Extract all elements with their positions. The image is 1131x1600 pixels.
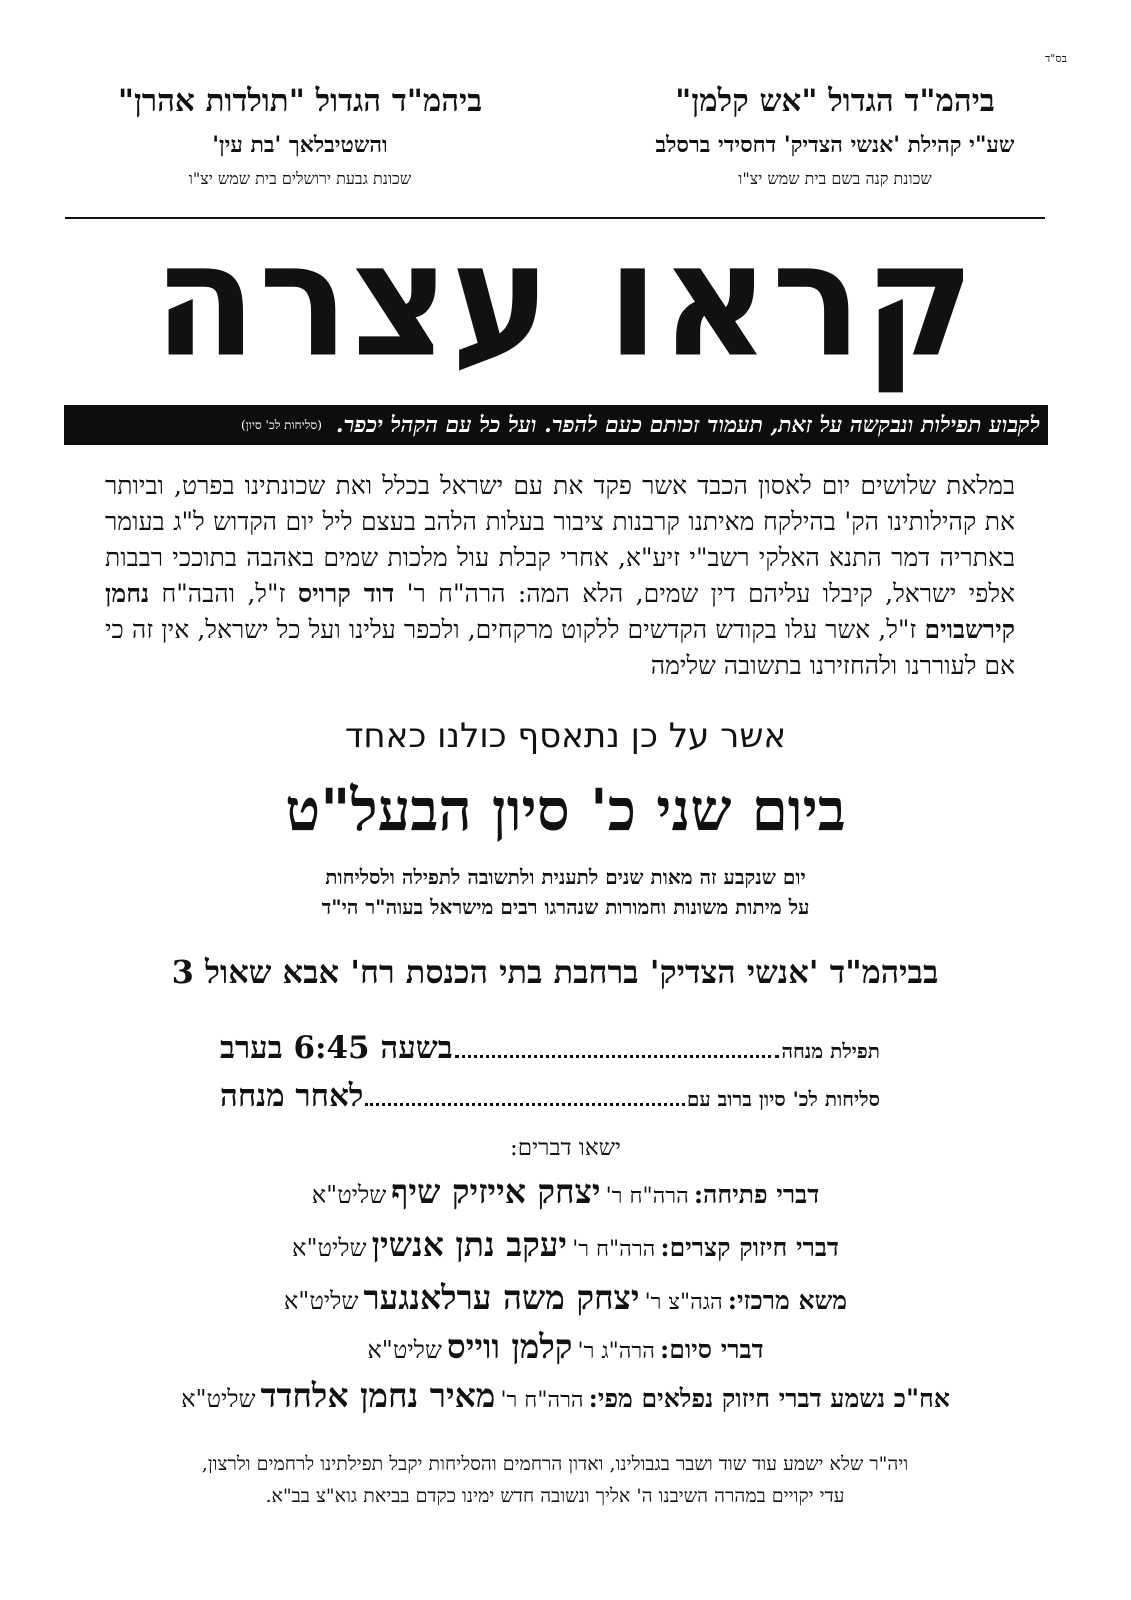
speaker-role: דברי פתיחה: bbox=[693, 1180, 820, 1209]
speaker-name: יצחק משה ערלאנגער bbox=[363, 1278, 640, 1317]
verse-banner-text: לקבוע תפילות ונבקשה על זאת, תעמוד זכותם כעם להפר. ועל כל עם הקהל יכפר. bbox=[335, 412, 1040, 438]
header-left-shul-name: ביהמ"ד הגדול "תולדות אהרן" bbox=[117, 83, 483, 119]
header-right-shul-name: ביהמ"ד הגדול "אש קלמן" bbox=[675, 83, 995, 119]
date-description-line-2: על מיתות משונות וחמורות שנהרגו רבים מישראל בעוה"ר הי"ד bbox=[321, 895, 810, 919]
header-left-neighborhood: שכונת גבעת ירושלים בית שמש יצ"ו bbox=[188, 169, 412, 188]
speaker-name: יעקב נתן אנשין bbox=[371, 1225, 568, 1264]
speaker-role: משא מרכזי: bbox=[727, 1286, 848, 1315]
speaker-suffix: שליט"א bbox=[311, 1181, 387, 1209]
speaker-suffix: שליט"א bbox=[292, 1234, 367, 1262]
leader-dots bbox=[455, 1054, 780, 1058]
speakers-heading: ישאו דברים: bbox=[510, 1135, 621, 1161]
speaker-row bbox=[0, 1223, 1131, 1273]
schedule-row-mincha bbox=[220, 1030, 880, 1066]
closing-prayer-line-1: ויה"ר שלא ישמע עוד שוד ושבר בגבולינו, ואדון הרחמים והסליחות יקבל תפילתינו לרחמים ולרצון, bbox=[201, 1453, 909, 1475]
speaker-suffix: שליט"א bbox=[181, 1385, 256, 1413]
memorial-name-2: נחמן קירשבוים bbox=[105, 579, 1015, 644]
speaker-title: הגה"צ ר' bbox=[644, 1290, 723, 1315]
body-text-part-3: ז"ל, אשר עלו בקודש הקדשים ללקוט מרקחים, ולכפר עלינו ועל כל ישראל, אין זה כי אם לעוררנו ולהחזירנו בתשובה שלימה bbox=[105, 615, 1015, 680]
header-left bbox=[40, 82, 560, 190]
memorial-name-1: דוד קרויס bbox=[297, 579, 395, 608]
schedule-label: סליחות לכ' סיון ברוב עם bbox=[686, 1087, 880, 1111]
speaker-row bbox=[0, 1374, 1131, 1424]
header-right-community: שע"י קהילת 'אנשי הצדיק' דחסידי ברסלב bbox=[655, 132, 1015, 158]
closing-prayer-line-2: עדי יקויים במהרה השיבנו ה' אליך ונשובה חדש ימינו כקדם בביאת גוא"צ בב"א. bbox=[265, 1485, 845, 1507]
bsd-mark: בס"ד bbox=[1045, 52, 1067, 65]
speaker-row bbox=[0, 1170, 1131, 1220]
speaker-suffix: שליט"א bbox=[283, 1287, 359, 1315]
event-location: בביהמ"ד 'אנשי הצדיק' ברחבת בתי הכנסת רח' אבא שאול 3 bbox=[171, 953, 939, 991]
page-title: קראו עצרה bbox=[153, 209, 977, 393]
schedule-value: לאחר מנחה bbox=[220, 1078, 364, 1114]
closing-prayer bbox=[60, 1448, 1050, 1512]
verse-banner bbox=[64, 405, 1048, 445]
header-right bbox=[575, 82, 1095, 190]
speaker-row bbox=[0, 1276, 1131, 1326]
schedule-label: תפילת מנחה bbox=[781, 1039, 880, 1063]
body-text-part-1: במלאת שלושים יום לאסון הכבד אשר פקד את עם ישראל בכלל ואת שכונתינו בפרט, וביותר את קהילותינו הק' בהילקח מאיתנו קרבנות ציבור בעלות הלהב בעצם ליל יום הקדוש ל"ג בעומר באתריה דמר התנא האלקי רשב"י זיע"א, אחרי קבלת עול מלכות שמים באהבה בתוככי רבבות אלפי ישראל, קיבלו עליהם דין שמים, הלא המה: הרה"ח ר' bbox=[105, 471, 1016, 608]
speaker-name: יצחק אייזיק שיף bbox=[391, 1172, 601, 1211]
speaker-title: הרה"ג ר' bbox=[577, 1339, 655, 1364]
date-description-line-1: יום שנקבע זה מאות שנים לתענית ולתשובה לתפילה ולסליחות bbox=[325, 865, 806, 889]
header-right-neighborhood: שכונת קנה בשם בית שמש יצ"ו bbox=[738, 169, 932, 188]
speaker-role: אח"כ נשמע דברי חיזוק נפלאים מפי: bbox=[588, 1384, 950, 1413]
verse-banner-note: (סליחות לכ' סיון) bbox=[240, 417, 322, 432]
schedule-row-selichot bbox=[220, 1078, 880, 1114]
event-date: ביום שני כ' סיון הבעל"ט bbox=[285, 776, 846, 844]
body-text-part-2: ז"ל, והבה"ח bbox=[161, 579, 286, 608]
leader-dots bbox=[365, 1102, 685, 1106]
speaker-title: הרה"ח ר' bbox=[605, 1184, 689, 1209]
speaker-role: דברי חיזוק קצרים: bbox=[660, 1233, 839, 1262]
speaker-title: הרה"ח ר' bbox=[572, 1237, 656, 1262]
date-description bbox=[0, 862, 1131, 922]
speaker-role: דברי סיום: bbox=[659, 1335, 764, 1364]
header-left-community: והשטיבלאך 'בת עין' bbox=[212, 132, 388, 158]
schedule-value: בשעה 6:45 בערב bbox=[220, 1030, 453, 1066]
assembly-call: אשר על כן נתאסף כולנו כאחד bbox=[344, 716, 787, 756]
body-paragraph bbox=[105, 468, 1015, 684]
speaker-title: הרה"ח ר' bbox=[500, 1388, 584, 1413]
speaker-suffix: שליט"א bbox=[367, 1336, 442, 1364]
speaker-name: קלמן ווייס bbox=[446, 1327, 573, 1366]
speaker-row bbox=[0, 1325, 1131, 1375]
speaker-name: מאיר נחמן אלחדד bbox=[260, 1376, 496, 1415]
